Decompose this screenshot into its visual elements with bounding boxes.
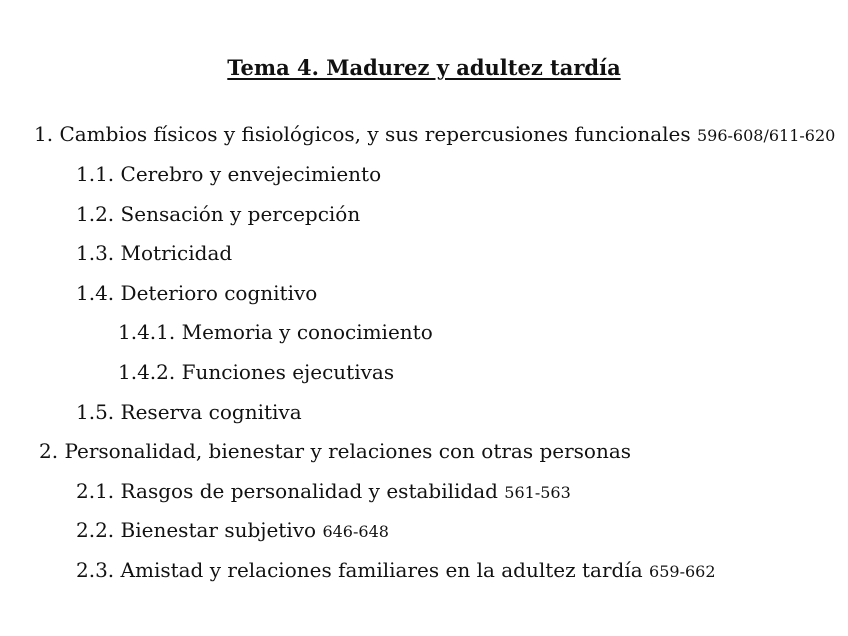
- item-text: Amistad y relaciones familiares en la adultez tardía: [120, 558, 643, 582]
- item-number: 1.: [34, 122, 54, 146]
- item-text: Cerebro y envejecimiento: [120, 162, 382, 186]
- outline-item-1-4-1: [118, 320, 433, 344]
- item-text: Rasgos de personalidad y estabilidad: [120, 479, 498, 503]
- item-text: Reserva cognitiva: [120, 400, 302, 424]
- item-text: Motricidad: [120, 241, 233, 265]
- item-text: Funciones ejecutivas: [181, 360, 395, 384]
- outline-item-1: [34, 122, 835, 148]
- item-number: 1.3.: [76, 241, 115, 265]
- item-pages: 561-563: [504, 483, 571, 502]
- item-text: Personalidad, bienestar y relaciones con otras personas: [64, 439, 632, 463]
- item-number: 2.: [39, 439, 59, 463]
- item-number: 1.4.1.: [118, 320, 176, 344]
- outline-item-1-1: [76, 162, 381, 186]
- outline-item-1-2: [76, 202, 360, 226]
- item-pages: 596-608/611-620: [696, 126, 836, 145]
- outline-item-2-2: [76, 518, 389, 544]
- outline-item-2-3: [76, 558, 716, 584]
- item-text: Cambios físicos y fisiológicos, y sus repercusiones funcionales: [59, 122, 691, 146]
- item-text: Sensación y percepción: [120, 202, 361, 226]
- item-number: 2.2.: [76, 518, 115, 542]
- item-number: 1.2.: [76, 202, 115, 226]
- outline-item-1-3: [76, 241, 232, 265]
- outline-item-1-4: [76, 281, 317, 305]
- item-text: Memoria y conocimiento: [181, 320, 433, 344]
- item-number: 1.4.: [76, 281, 115, 305]
- item-number: 2.3.: [76, 558, 115, 582]
- item-number: 1.1.: [76, 162, 115, 186]
- item-number: 1.5.: [76, 400, 115, 424]
- document-title: Tema 4. Madurez y adultez tardía: [227, 55, 621, 80]
- item-text: Bienestar subjetivo: [120, 518, 317, 542]
- item-text: Deterioro cognitivo: [120, 281, 318, 305]
- item-pages: 659-662: [649, 562, 716, 581]
- outline-item-1-4-2: [118, 360, 394, 384]
- outline-item-2-1: [76, 479, 571, 505]
- item-number: 1.4.2.: [118, 360, 176, 384]
- outline-item-2: [39, 439, 631, 463]
- outline-item-1-5: [76, 400, 302, 424]
- item-pages: 646-648: [322, 522, 389, 541]
- item-number: 2.1.: [76, 479, 115, 503]
